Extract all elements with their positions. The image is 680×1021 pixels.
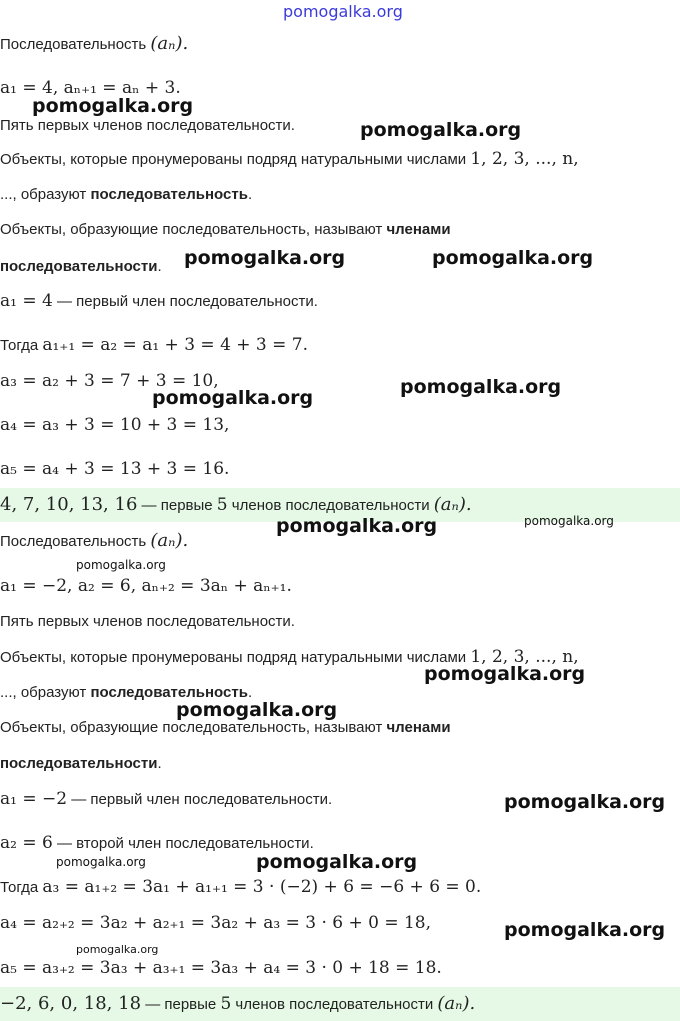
p1-first-term [0, 290, 680, 313]
p1-first-math: a₁ = 4 [0, 291, 53, 311]
p2-def2-line1 [0, 717, 680, 739]
p2-task: Пять первых членов последовательности. [0, 613, 295, 630]
p1-answer-seq: (aₙ). [433, 494, 472, 515]
p2-then-word: Тогда [0, 879, 43, 896]
p1-def2-line1 [0, 219, 680, 241]
p2-def1-math: 1, 2, 3, ..., n, [470, 647, 579, 667]
p1-step5: a₅ = a₄ + 3 = 13 + 3 = 16. [0, 459, 230, 479]
p1-answer-text: — первые [137, 497, 217, 514]
p2-def2-text: Объекты, образующие последовательность, называют [0, 719, 387, 736]
watermark-overlay: pomogalka.org [432, 247, 594, 269]
p1-def1-text2: ..., образуют [0, 186, 91, 203]
watermark-overlay: pomogalka.org [32, 95, 194, 117]
watermark-overlay: pomogalka.org [184, 247, 346, 269]
p2-step3-math: a₃ = a₁₊₂ = 3a₁ + a₁₊₁ = 3 · (−2) + 6 = −6 + 6 = 0. [42, 877, 482, 897]
watermark-overlay: pomogalka.org [76, 558, 166, 572]
p2-def1-text2: ..., образуют [0, 684, 91, 701]
p2-def1-text: Объекты, которые пронумерованы подряд натуральными числами [0, 649, 471, 666]
p2-def2-line2 [0, 753, 680, 775]
watermark-overlay: pomogalka.org [360, 119, 522, 141]
p1-def1-end: . [247, 186, 253, 203]
watermark-overlay: pomogalka.org [504, 791, 666, 813]
p1-def1-bold: последовательность [90, 186, 248, 203]
p1-answer-num: 5 [216, 495, 228, 515]
p2-def2-end: . [157, 755, 162, 772]
p1-step2-math: a₁₊₁ = a₂ = a₁ + 3 = 4 + 3 = 7. [42, 335, 309, 355]
watermark-overlay: pomogalka.org [256, 851, 418, 873]
p1-given: a₁ = 4, aₙ₊₁ = aₙ + 3. [0, 78, 181, 98]
p2-second-math: a₂ = 6 [0, 833, 53, 853]
p1-def2-bold1: членами [386, 221, 451, 238]
p2-def2-bold1: членами [386, 719, 451, 736]
p2-answer-seq: (aₙ). [437, 993, 476, 1014]
p1-def2-bold2: последовательности [0, 258, 158, 275]
p2-def2-bold2: последовательности [0, 755, 158, 772]
p2-given: a₁ = −2, a₂ = 6, aₙ₊₂ = 3aₙ + aₙ₊₁. [0, 576, 292, 596]
watermark-overlay: pomogalka.org [276, 515, 438, 537]
watermark-overlay: pomogalka.org [400, 376, 562, 398]
watermark-overlay: pomogalka.org [424, 663, 586, 685]
p1-intro-text: Последовательность [0, 36, 151, 53]
p2-answer-math: −2, 6, 0, 18, 18 [0, 993, 142, 1014]
p2-answer-line [0, 993, 680, 1016]
p1-def1-text: Объекты, которые пронумерованы подряд натуральными числами [0, 151, 471, 168]
p2-first-math: a₁ = −2 [0, 789, 68, 809]
p2-step5: a₅ = a₃₊₂ = 3a₃ + a₃₊₁ = 3a₃ + a₄ = 3 · 0 + 18 = 18. [0, 958, 442, 978]
watermark-overlay: pomogalka.org [176, 699, 338, 721]
p2-step3 [0, 876, 680, 899]
p1-task: Пять первых членов последовательности. [0, 117, 295, 134]
watermark-overlay: pomogalka.org [56, 855, 146, 869]
watermark-overlay: pomogalka.org [524, 514, 614, 528]
p2-def1-end: . [247, 684, 253, 701]
p2-first-text: — первый член последовательности. [67, 791, 333, 808]
top-watermark-link[interactable]: pomogalka.org [283, 2, 403, 21]
p1-def1-line2 [0, 184, 680, 206]
p2-step4: a₄ = a₂₊₂ = 3a₂ + a₂₊₁ = 3a₂ + a₃ = 3 · 6 + 0 = 18, [0, 913, 432, 933]
p2-def1-bold: последовательность [90, 684, 248, 701]
p1-answer-math: 4, 7, 10, 13, 16 [0, 494, 138, 515]
p1-step2 [0, 334, 680, 357]
p1-def1-math: 1, 2, 3, ..., n, [470, 149, 579, 169]
p1-then-word: Тогда [0, 337, 43, 354]
p1-def2-text: Объекты, образующие последовательность, называют [0, 221, 387, 238]
p1-answer-text2: членов последовательности [227, 497, 434, 514]
p1-intro-math: (aₙ). [150, 33, 189, 54]
p2-answer-text: — первые [141, 996, 221, 1013]
p1-step4: a₄ = a₃ + 3 = 10 + 3 = 13, [0, 415, 230, 435]
p2-second-text: — второй член последовательности. [52, 835, 314, 852]
p1-def1-line1 [0, 148, 680, 171]
p2-intro-math: (aₙ). [150, 530, 189, 551]
watermark-overlay: pomogalka.org [76, 943, 159, 956]
p2-answer-text2: членов последовательности [231, 996, 438, 1013]
p2-answer-num: 5 [220, 994, 232, 1014]
p1-intro [0, 33, 680, 56]
p2-def1-line2 [0, 682, 680, 704]
p1-step3: a₃ = a₂ + 3 = 7 + 3 = 10, [0, 371, 219, 391]
p2-intro-text: Последовательность [0, 533, 151, 550]
p2-answer-box [0, 987, 680, 1021]
watermark-overlay: pomogalka.org [504, 919, 666, 941]
p1-first-text: — первый член последовательности. [52, 293, 318, 310]
watermark-overlay: pomogalka.org [152, 387, 314, 409]
p1-def2-end: . [157, 258, 162, 275]
